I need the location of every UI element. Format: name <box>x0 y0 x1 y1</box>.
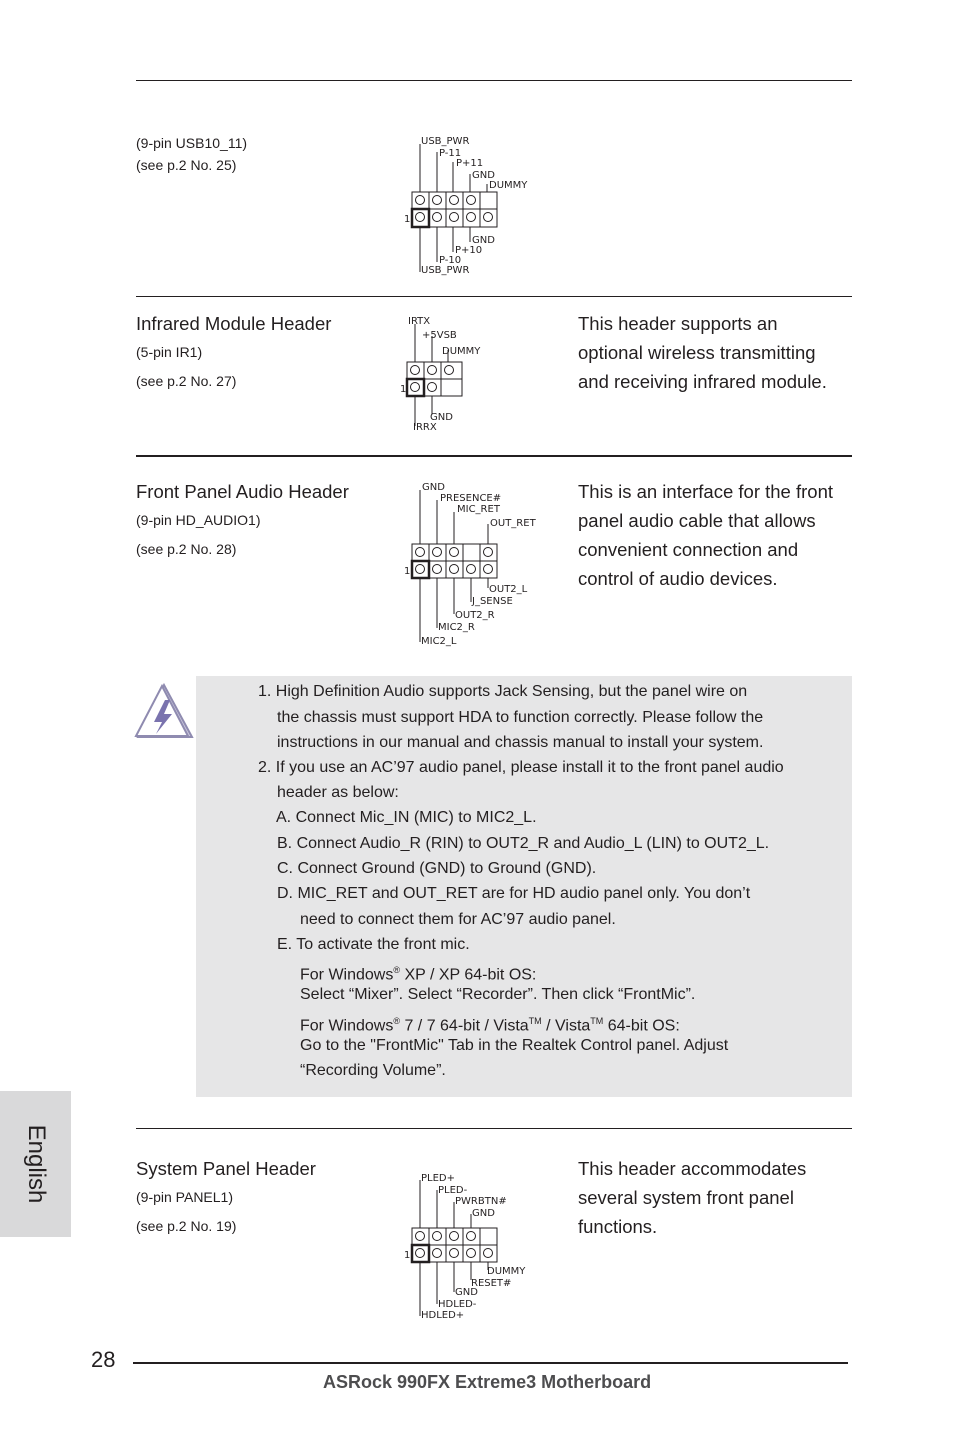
note-line: the chassis must support HDA to function correctly. Please follow the <box>277 709 764 726</box>
note-line: need to connect them for AC’97 audio panel. <box>300 911 616 928</box>
usb-pin-p11: P-11 <box>439 148 462 159</box>
note-line: B. Connect Audio_R (RIN) to OUT2_R and Audio_L (LIN) to OUT2_L. <box>277 835 770 852</box>
usb-pin-pplus11: P+11 <box>456 158 484 169</box>
system-description <box>578 1154 806 1241</box>
audio-page-ref: (see p.2 No. 28) <box>136 541 237 557</box>
system-desc-line: several system front panel <box>578 1187 794 1208</box>
note-line: D. MIC_RET and OUT_RET are for HD audio panel only. You don’t <box>277 885 751 902</box>
audio-pin-presence: PRESENCE# <box>440 493 502 504</box>
audio-pin-out-ret: OUT_RET <box>490 518 536 529</box>
note-line: instructions in our manual and chassis manual to install your system. <box>277 734 764 751</box>
system-pin-dummy: DUMMY <box>487 1266 526 1277</box>
footer-rule <box>133 1362 848 1364</box>
infrared-pin-dummy: DUMMY <box>442 346 481 357</box>
audio-description <box>578 477 833 593</box>
audio-desc-line: This is an interface for the front <box>578 481 834 502</box>
audio-pin-out2-l: OUT2_L <box>489 584 528 595</box>
system-pin-one: 1 <box>404 1250 411 1261</box>
note-line: C. Connect Ground (GND) to Ground (GND). <box>277 860 597 877</box>
usb-header-diagram <box>400 132 560 282</box>
usb-pin-gnd-bot: GND <box>472 235 495 246</box>
audio-pin-count: (9-pin HD_AUDIO1) <box>136 512 261 528</box>
rule-audio <box>136 455 852 457</box>
infrared-desc-line: optional wireless transmitting <box>578 342 816 363</box>
audio-header-diagram <box>400 478 550 648</box>
top-rule <box>136 80 852 81</box>
page-number: 28 <box>91 1347 116 1372</box>
system-pin-count: (9-pin PANEL1) <box>136 1189 234 1205</box>
note-line: 2. If you use an AC’97 audio panel, please install it to the front panel audio <box>258 759 784 776</box>
warning-icon <box>134 682 196 742</box>
note-line: A. Connect Mic_IN (MIC) to MIC2_L. <box>276 809 537 826</box>
note-box <box>196 676 852 1097</box>
usb-pin-dummy: DUMMY <box>489 180 528 191</box>
note-line: header as below: <box>277 784 399 801</box>
usb-pin-count: (9-pin USB10_11) <box>136 135 248 151</box>
audio-pin-j-sense: J_SENSE <box>472 596 513 607</box>
note-line: 1. High Definition Audio supports Jack Sensing, but the panel wire on <box>258 683 748 700</box>
note-line: E. To activate the front mic. <box>277 936 470 953</box>
note-line: Go to the "FrontMic" Tab in the Realtek Control panel. Adjust <box>300 1037 729 1054</box>
audio-pin-mic2-l: MIC2_L <box>421 636 457 647</box>
audio-title: Front Panel Audio Header <box>136 481 349 502</box>
system-pin-hdled-plus: HDLED+ <box>421 1310 465 1321</box>
usb-pin-p10: P-10 <box>439 255 462 266</box>
usb-pin-usb-pwr-bot: USB_PWR <box>421 265 470 276</box>
system-pin-reset: RESET# <box>471 1278 512 1289</box>
infrared-pin-gnd: GND <box>430 412 453 423</box>
language-label: English <box>22 1124 50 1204</box>
usb-pin-one: 1 <box>404 214 411 225</box>
infrared-pin-irrx: IRRX <box>413 422 437 433</box>
footer-product: ASRock 990FX Extreme3 Motherboard <box>323 1372 652 1392</box>
note-line: “Recording Volume”. <box>300 1062 446 1079</box>
infrared-pin-one: 1 <box>400 384 407 395</box>
usb-pin-pplus10: P+10 <box>455 245 483 256</box>
system-pin-pled-minus: PLED- <box>438 1185 468 1196</box>
usb-pin-gnd-top: GND <box>472 170 495 181</box>
audio-desc-line: control of audio devices. <box>578 568 778 589</box>
audio-desc-line: panel audio cable that allows <box>578 510 816 531</box>
infrared-pin-count: (5-pin IR1) <box>136 344 203 360</box>
infrared-description <box>578 309 827 396</box>
language-tab <box>0 1091 71 1237</box>
system-pin-gnd-top: GND <box>472 1208 495 1219</box>
usb-header-label <box>136 132 247 176</box>
note-line: For Windows® XP / XP 64-bit OS: <box>300 965 537 984</box>
infrared-pin-irtx: IRTX <box>408 316 431 327</box>
system-desc-line: This header accommodates <box>578 1158 807 1179</box>
audio-desc-line: convenient connection and <box>578 539 799 560</box>
audio-pin-mic2-r: MIC2_R <box>438 622 475 633</box>
system-pin-pwrbtn: PWRBTN# <box>455 1196 507 1207</box>
infrared-page-ref: (see p.2 No. 27) <box>136 373 237 389</box>
note-line: For Windows® 7 / 7 64-bit / Vista™ / Vista™ 64-bit OS: <box>300 1016 680 1035</box>
infrared-pin-5vsb: +5VSB <box>422 330 457 341</box>
infrared-desc-line: and receiving infrared module. <box>578 371 827 392</box>
system-pin-hdled-minus: HDLED- <box>438 1299 477 1310</box>
rule-infrared <box>136 296 852 297</box>
system-header-diagram <box>400 1168 540 1323</box>
usb-pin-usb-pwr-top: USB_PWR <box>421 136 470 147</box>
audio-pin-out2-r: OUT2_R <box>455 610 495 621</box>
infrared-header-diagram <box>400 314 510 434</box>
rule-system <box>136 1128 852 1129</box>
audio-pin-gnd: GND <box>422 482 445 493</box>
infrared-desc-line: This header supports an <box>578 313 778 334</box>
usb-page-ref: (see p.2 No. 25) <box>136 157 237 173</box>
system-pin-pled-plus: PLED+ <box>421 1173 455 1184</box>
infrared-title: Infrared Module Header <box>136 313 332 334</box>
system-page-ref: (see p.2 No. 19) <box>136 1218 237 1234</box>
audio-pin-one: 1 <box>404 566 411 577</box>
system-desc-line: functions. <box>578 1216 658 1237</box>
note-line: Select “Mixer”. Select “Recorder”. Then click “FrontMic”. <box>300 986 696 1003</box>
system-pin-gnd-bot: GND <box>455 1287 478 1298</box>
system-title: System Panel Header <box>136 1158 316 1179</box>
audio-pin-mic-ret: MIC_RET <box>457 504 500 515</box>
